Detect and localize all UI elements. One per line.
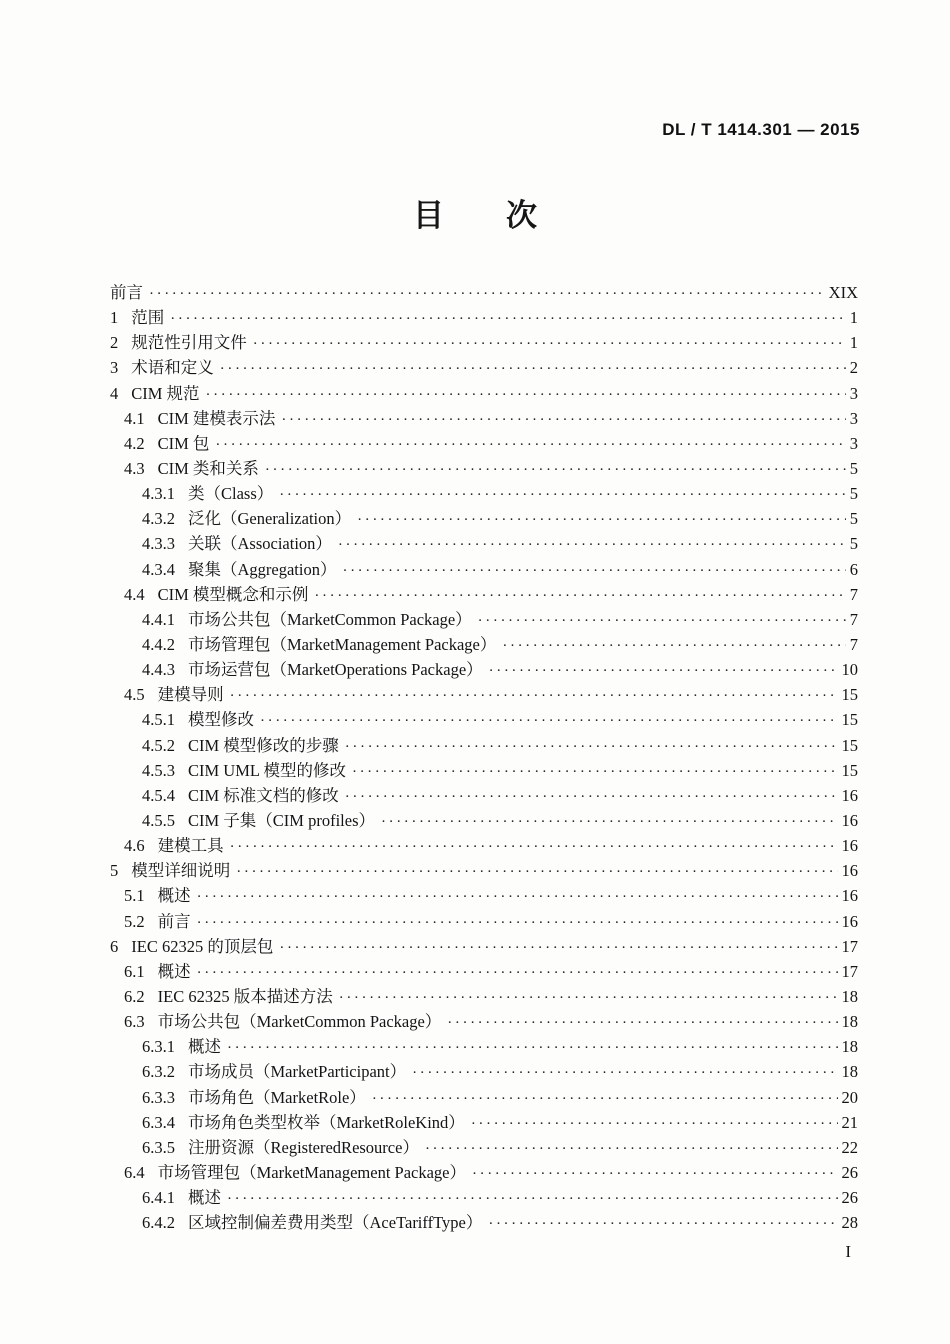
toc-entry[interactable] bbox=[110, 406, 858, 431]
toc-entry-label: CIM 类和关系 bbox=[157, 458, 259, 478]
toc-entry-page: XIX bbox=[828, 283, 858, 302]
page-folio: I bbox=[845, 1242, 851, 1261]
toc-entry-number: 4.5.5 bbox=[142, 810, 175, 830]
toc-entry-page: 5 bbox=[849, 534, 858, 554]
toc-entry[interactable] bbox=[110, 607, 858, 632]
dot-leader bbox=[281, 406, 845, 433]
toc-entry-page: 21 bbox=[841, 1112, 858, 1132]
toc-entry[interactable] bbox=[110, 506, 858, 531]
dot-leader bbox=[345, 733, 838, 760]
dot-leader bbox=[227, 1185, 838, 1212]
toc-entry[interactable] bbox=[110, 858, 858, 883]
toc-entry-page: 6 bbox=[849, 559, 858, 579]
toc-entry-page: 15 bbox=[841, 735, 858, 755]
toc-entry-number: 4.4.3 bbox=[142, 660, 175, 680]
toc-entry-label: 概述 bbox=[188, 1188, 221, 1208]
dot-leader bbox=[149, 280, 825, 307]
toc-entry-page: 16 bbox=[841, 886, 858, 906]
toc-entry-label: CIM 标准文档的修改 bbox=[188, 785, 339, 805]
toc-entry-number: 4.3.3 bbox=[142, 534, 175, 554]
toc-entry-label: 规范性引用文件 bbox=[131, 333, 247, 353]
toc-entry-label: CIM 建模表示法 bbox=[157, 408, 276, 428]
toc-entry-number: 6.4.2 bbox=[142, 1213, 175, 1233]
toc-entry-page: 3 bbox=[849, 408, 858, 428]
toc-entry[interactable] bbox=[110, 355, 858, 380]
toc-entry[interactable] bbox=[110, 557, 858, 582]
toc-entry[interactable] bbox=[110, 481, 858, 506]
toc-entry-number: 4.5.3 bbox=[142, 760, 175, 780]
toc-entry-number: 4.3.4 bbox=[142, 559, 175, 579]
dot-leader bbox=[342, 557, 845, 584]
dot-leader bbox=[471, 1110, 838, 1137]
toc-entry-label: 泛化（Generalization） bbox=[188, 509, 352, 529]
toc-entry-label: 前言 bbox=[157, 911, 191, 931]
toc-entry-label: 区域控制偏差费用类型（AceTariffType） bbox=[188, 1213, 483, 1233]
toc-entry[interactable] bbox=[110, 984, 858, 1009]
toc-entry-label: 概述 bbox=[188, 1037, 221, 1057]
toc-entry[interactable] bbox=[110, 1034, 858, 1059]
toc-entry-page: 10 bbox=[841, 660, 858, 680]
toc-entry-label: 建模导则 bbox=[157, 685, 224, 705]
toc-entry-label: 市场管理包（MarketManagement Package） bbox=[157, 1162, 467, 1182]
toc-entry-label: CIM 规范 bbox=[131, 383, 200, 403]
toc-entry[interactable] bbox=[110, 1135, 858, 1160]
toc-entry-number: 4.4.2 bbox=[142, 634, 175, 654]
toc-list bbox=[110, 280, 858, 1235]
toc-entry-page: 16 bbox=[841, 861, 858, 881]
toc-entry-page: 1 bbox=[849, 308, 858, 328]
dot-leader bbox=[478, 607, 846, 634]
dot-leader bbox=[220, 355, 846, 382]
toc-entry-page: 18 bbox=[841, 1062, 858, 1082]
dot-leader bbox=[197, 909, 838, 936]
dot-leader bbox=[447, 1009, 837, 1036]
toc-entry-number: 6.3.4 bbox=[142, 1112, 175, 1132]
toc-entry-label: 范围 bbox=[131, 308, 165, 328]
dot-leader bbox=[230, 833, 838, 860]
toc-entry-page: 15 bbox=[841, 710, 858, 730]
toc-entry-number: 4.3 bbox=[124, 458, 145, 478]
toc-entry-page: 5 bbox=[849, 484, 858, 504]
toc-entry-number: 6.3.5 bbox=[142, 1137, 175, 1157]
toc-entry-page: 7 bbox=[849, 584, 858, 604]
dot-leader bbox=[230, 682, 838, 709]
dot-leader bbox=[489, 657, 838, 684]
toc-entry-label: 聚集（Aggregation） bbox=[188, 559, 337, 579]
toc-entry-label: 市场成员（MarketParticipant） bbox=[188, 1062, 407, 1082]
toc-entry[interactable] bbox=[110, 582, 858, 607]
toc-entry-number: 5.1 bbox=[124, 886, 145, 906]
toc-entry[interactable] bbox=[110, 1210, 858, 1235]
toc-entry-page: 20 bbox=[841, 1087, 858, 1107]
dot-leader bbox=[314, 582, 845, 609]
toc-entry-label: 市场角色（MarketRole） bbox=[188, 1087, 366, 1107]
dot-leader bbox=[338, 531, 846, 558]
toc-entry-page: 16 bbox=[841, 810, 858, 830]
toc-entry[interactable] bbox=[110, 1009, 858, 1034]
toc-entry-number: 6 bbox=[110, 936, 119, 956]
toc-entry-number: 6.3.2 bbox=[142, 1062, 175, 1082]
toc-entry-number: 6.4.1 bbox=[142, 1188, 175, 1208]
page-title: 目 次 bbox=[413, 198, 537, 233]
toc-entry[interactable] bbox=[110, 1160, 858, 1185]
toc-entry[interactable] bbox=[110, 682, 858, 707]
toc-entry[interactable] bbox=[110, 909, 858, 934]
toc-entry-label: 市场公共包（MarketCommon Package） bbox=[188, 609, 472, 629]
toc-entry-label: 前言 bbox=[110, 283, 143, 302]
toc-entry-number: 4.4 bbox=[124, 584, 145, 604]
toc-entry-number: 6.3.1 bbox=[142, 1037, 175, 1057]
toc-entry-number: 4.3.1 bbox=[142, 484, 175, 504]
dot-leader bbox=[345, 783, 838, 810]
toc-entry-page: 17 bbox=[841, 936, 858, 956]
toc-entry-page: 16 bbox=[841, 836, 858, 856]
toc-entry-number: 5 bbox=[110, 861, 119, 881]
toc-entry-number: 6.1 bbox=[124, 961, 145, 981]
toc-entry[interactable] bbox=[110, 883, 858, 908]
toc-entry-page: 3 bbox=[849, 433, 858, 453]
dot-leader bbox=[170, 305, 846, 332]
toc-entry-label: CIM 子集（CIM profiles） bbox=[188, 810, 375, 830]
dot-leader bbox=[236, 858, 837, 885]
toc-entry-page: 26 bbox=[841, 1188, 858, 1208]
dot-leader bbox=[197, 959, 838, 986]
toc-entry[interactable] bbox=[110, 1110, 858, 1135]
toc-entry-page: 22 bbox=[841, 1137, 858, 1157]
toc-entry-page: 26 bbox=[841, 1162, 858, 1182]
toc-entry-number: 6.4 bbox=[124, 1162, 145, 1182]
dot-leader bbox=[357, 506, 846, 533]
toc-entry-page: 7 bbox=[849, 609, 858, 629]
toc-entry-label: 关联（Association） bbox=[188, 534, 332, 554]
toc-entry-number: 4.1 bbox=[124, 408, 145, 428]
toc-entry-page: 18 bbox=[841, 986, 858, 1006]
toc-entry-label: 术语和定义 bbox=[131, 358, 214, 378]
toc-entry-number: 6.2 bbox=[124, 986, 145, 1006]
toc-entry-number: 4.5.4 bbox=[142, 785, 175, 805]
toc-entry-label: 模型详细说明 bbox=[131, 861, 231, 881]
dot-leader bbox=[279, 934, 837, 961]
toc-entry[interactable] bbox=[110, 305, 858, 330]
toc-entry-number: 6.3 bbox=[124, 1012, 145, 1032]
toc-entry[interactable] bbox=[110, 657, 858, 682]
toc-entry[interactable] bbox=[110, 1085, 858, 1110]
dot-leader bbox=[215, 431, 845, 458]
dot-leader bbox=[502, 632, 845, 659]
toc-entry-label: 市场角色类型枚举（MarketRoleKind） bbox=[188, 1112, 465, 1132]
dot-leader bbox=[488, 1210, 837, 1237]
dot-leader bbox=[412, 1059, 837, 1086]
toc-entry[interactable] bbox=[110, 707, 858, 732]
toc-entry-number: 1 bbox=[110, 308, 119, 328]
toc-entry-number: 4.5 bbox=[124, 685, 145, 705]
toc-entry[interactable] bbox=[110, 531, 858, 556]
toc-entry-number: 4.5.2 bbox=[142, 735, 175, 755]
toc-entry-page: 16 bbox=[841, 785, 858, 805]
dot-leader bbox=[425, 1135, 838, 1162]
toc-entry-label: CIM 模型修改的步骤 bbox=[188, 735, 339, 755]
toc-entry-page: 5 bbox=[849, 509, 858, 529]
doc-code: DL / T 1414.301 — 2015 bbox=[662, 120, 860, 139]
toc-entry[interactable] bbox=[110, 381, 858, 406]
toc-entry-page: 17 bbox=[841, 961, 858, 981]
toc-entry-number: 6.3.3 bbox=[142, 1087, 175, 1107]
toc-entry-label: CIM UML 模型的修改 bbox=[188, 760, 346, 780]
toc-entry-number: 4 bbox=[110, 383, 119, 403]
toc-entry-label: 建模工具 bbox=[157, 836, 224, 856]
dot-leader bbox=[339, 984, 838, 1011]
toc-entry-label: IEC 62325 版本描述方法 bbox=[157, 986, 333, 1006]
toc-entry[interactable] bbox=[110, 934, 858, 959]
toc-entry[interactable] bbox=[110, 330, 858, 355]
dot-leader bbox=[352, 758, 838, 785]
toc-entry-page: 2 bbox=[849, 358, 858, 378]
dot-leader bbox=[472, 1160, 837, 1187]
dot-leader bbox=[197, 883, 838, 910]
dot-leader bbox=[206, 381, 846, 408]
toc-entry-page: 15 bbox=[841, 685, 858, 705]
toc-entry[interactable] bbox=[110, 758, 858, 783]
toc-entry[interactable] bbox=[110, 959, 858, 984]
dot-leader bbox=[279, 481, 845, 508]
toc-entry[interactable] bbox=[110, 280, 858, 305]
dot-leader bbox=[372, 1085, 838, 1112]
dot-leader bbox=[260, 707, 838, 734]
toc-entry-label: CIM 包 bbox=[157, 433, 210, 453]
toc-entry-label: 市场运营包（MarketOperations Package） bbox=[188, 660, 483, 680]
toc-entry-page: 3 bbox=[849, 383, 858, 403]
dot-leader bbox=[381, 808, 838, 835]
toc-entry-label: 模型修改 bbox=[188, 710, 254, 730]
toc-entry-number: 2 bbox=[110, 333, 119, 353]
toc-entry-label: 市场公共包（MarketCommon Package） bbox=[157, 1012, 442, 1032]
dot-leader bbox=[265, 456, 846, 483]
toc-entry-page: 28 bbox=[841, 1213, 858, 1233]
toc-entry-label: 概述 bbox=[157, 961, 191, 981]
toc-entry-number: 4.2 bbox=[124, 433, 145, 453]
toc-entry[interactable] bbox=[110, 456, 858, 481]
toc-entry[interactable] bbox=[110, 808, 858, 833]
toc-entry-page: 18 bbox=[841, 1037, 858, 1057]
toc-entry-label: CIM 模型概念和示例 bbox=[157, 584, 309, 604]
toc-entry-number: 4.6 bbox=[124, 836, 145, 856]
toc-entry-page: 16 bbox=[841, 911, 858, 931]
toc-entry[interactable] bbox=[110, 833, 858, 858]
toc-entry[interactable] bbox=[110, 733, 858, 758]
toc-entry-number: 4.5.1 bbox=[142, 710, 175, 730]
toc-entry-page: 1 bbox=[849, 333, 858, 353]
toc-entry[interactable] bbox=[110, 431, 858, 456]
toc-entry-label: 注册资源（RegisteredResource） bbox=[188, 1137, 419, 1157]
toc-entry-page: 18 bbox=[841, 1012, 858, 1032]
toc-entry-page: 7 bbox=[849, 634, 858, 654]
toc-entry-label: 市场管理包（MarketManagement Package） bbox=[188, 634, 497, 654]
dot-leader bbox=[227, 1034, 838, 1061]
toc-entry[interactable] bbox=[110, 632, 858, 657]
toc-entry-number: 5.2 bbox=[124, 911, 145, 931]
toc-entry-label: IEC 62325 的顶层包 bbox=[131, 936, 274, 956]
toc-entry-page: 15 bbox=[841, 760, 858, 780]
dot-leader bbox=[253, 330, 846, 357]
toc-entry[interactable] bbox=[110, 783, 858, 808]
toc-entry[interactable] bbox=[110, 1185, 858, 1210]
toc-entry-label: 类（Class） bbox=[188, 484, 274, 504]
toc-entry-label: 概述 bbox=[157, 886, 191, 906]
toc-entry-number: 4.3.2 bbox=[142, 509, 175, 529]
toc-entry-page: 5 bbox=[849, 458, 858, 478]
toc-entry-number: 3 bbox=[110, 358, 119, 378]
toc-entry[interactable] bbox=[110, 1059, 858, 1084]
toc-entry-number: 4.4.1 bbox=[142, 609, 175, 629]
